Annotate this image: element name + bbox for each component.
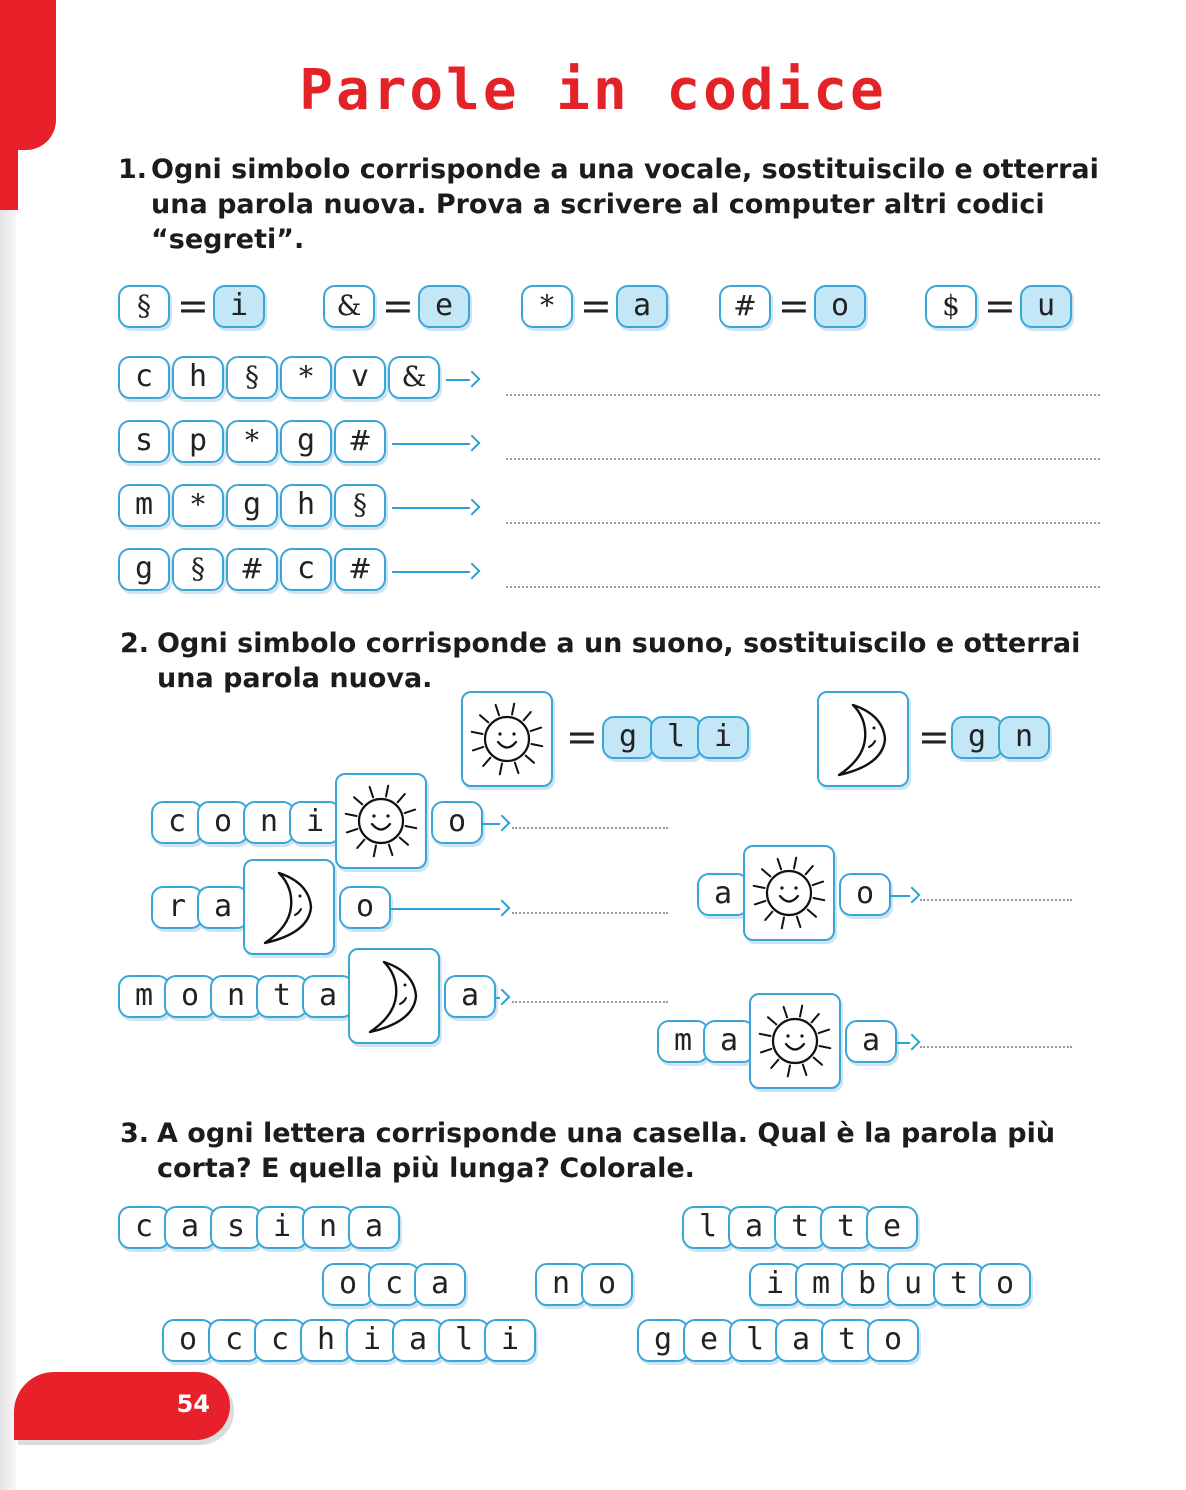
code-letter-box: p [172, 420, 224, 463]
answer-line[interactable] [512, 912, 668, 914]
code-symbol-box: # [719, 285, 771, 328]
letter-box[interactable]: n [302, 1206, 354, 1249]
code-letter-box: # [226, 548, 278, 591]
sun-icon [335, 773, 427, 869]
answer-line[interactable] [506, 586, 1100, 588]
letter-box: t [256, 975, 308, 1018]
letter-box[interactable]: i [256, 1206, 308, 1249]
answer-line[interactable] [506, 522, 1100, 524]
code-letter-box: e [418, 285, 470, 328]
letter-box[interactable]: a [348, 1206, 400, 1249]
code-letter-box: & [388, 356, 440, 399]
letter-box[interactable]: e [683, 1319, 735, 1362]
code-letter-box: § [334, 484, 386, 527]
code-letter-box: o [814, 285, 866, 328]
letter-box[interactable]: c [118, 1206, 170, 1249]
sun-icon-graphic [467, 699, 547, 779]
sun-icon [461, 691, 553, 787]
arrow-icon [897, 1035, 918, 1051]
arrow-icon [392, 564, 478, 580]
code-letter-box: # [334, 420, 386, 463]
letter-box[interactable]: a [728, 1206, 780, 1249]
letter-box: i [289, 801, 341, 844]
letter-box: o [339, 886, 391, 929]
moon-icon-graphic [823, 699, 903, 779]
answer-line[interactable] [512, 1001, 668, 1003]
letter-box: a [197, 886, 249, 929]
exercise-3-instruction [120, 1116, 1110, 1186]
letter-box: m [657, 1020, 709, 1063]
letter-box: a [845, 1020, 897, 1063]
code-letter-box: h [172, 356, 224, 399]
arrow-icon [446, 372, 478, 388]
code-letter-box: h [280, 484, 332, 527]
letter-box[interactable]: u [887, 1263, 939, 1306]
code-letter-box: c [280, 548, 332, 591]
arrow-icon [391, 901, 508, 917]
sun-icon-graphic [755, 1001, 835, 1081]
letter-box[interactable]: t [820, 1206, 872, 1249]
sun-icon-graphic [341, 781, 421, 861]
sound-letter-box: g [602, 716, 654, 759]
letter-box[interactable]: s [210, 1206, 262, 1249]
letter-box[interactable]: o [867, 1319, 919, 1362]
answer-line[interactable] [920, 899, 1072, 901]
letter-box[interactable]: o [979, 1263, 1031, 1306]
equals-sign: = [918, 715, 950, 759]
answer-line[interactable] [506, 394, 1100, 396]
letter-box: o [431, 801, 483, 844]
arrow-icon [392, 436, 478, 452]
equals-sign: = [580, 284, 612, 328]
letter-box[interactable]: t [774, 1206, 826, 1249]
code-symbol-box: & [323, 285, 375, 328]
letter-box[interactable]: l [682, 1206, 734, 1249]
letter-box[interactable]: l [729, 1319, 781, 1362]
code-letter-box: * [280, 356, 332, 399]
code-letter-box: # [334, 548, 386, 591]
code-symbol-box: $ [925, 285, 977, 328]
letter-box[interactable]: t [821, 1319, 873, 1362]
letter-box: n [210, 975, 262, 1018]
answer-line[interactable] [920, 1046, 1072, 1048]
equals-sign: = [984, 284, 1016, 328]
code-letter-box: g [280, 420, 332, 463]
letter-box: a [703, 1020, 755, 1063]
sun-icon-graphic [749, 853, 829, 933]
equals-sign: = [382, 284, 414, 328]
page-edge-strip [0, 140, 18, 210]
moon-icon [243, 859, 335, 955]
arrow-icon [891, 888, 918, 904]
letter-box[interactable]: c [254, 1319, 306, 1362]
code-symbol-box: § [118, 285, 170, 328]
letter-box[interactable]: l [438, 1319, 490, 1362]
letter-box: r [151, 886, 203, 929]
code-letter-box: i [213, 285, 265, 328]
arrow-icon [496, 990, 508, 1006]
letter-box[interactable]: a [392, 1319, 444, 1362]
letter-box[interactable]: c [368, 1263, 420, 1306]
letter-box[interactable]: i [346, 1319, 398, 1362]
answer-line[interactable] [506, 458, 1100, 460]
code-letter-box: * [226, 420, 278, 463]
letter-box: n [243, 801, 295, 844]
equals-sign: = [566, 715, 598, 759]
moon-icon-graphic [249, 867, 329, 947]
code-letter-box: v [334, 356, 386, 399]
letter-box: o [197, 801, 249, 844]
letter-box[interactable]: o [162, 1319, 214, 1362]
page-number-badge [14, 1372, 230, 1440]
sound-letter-box: l [650, 716, 702, 759]
exercise-number: 3. [120, 1118, 150, 1149]
instruction-text: A ogni lettera corrisponde una casella. Qual è la parola più corta? E quella più lunga? Colorale. [157, 1118, 1056, 1184]
letter-box[interactable]: e [866, 1206, 918, 1249]
instruction-text: Ogni simbolo corrisponde a un suono, sostituiscilo e otterrai una parola nuova. [157, 628, 1081, 694]
page-title: Parole in codice [299, 58, 887, 123]
exercise-2-instruction [120, 626, 1110, 696]
sun-icon [749, 993, 841, 1089]
letter-box[interactable]: b [841, 1263, 893, 1306]
exercise-number: 1. [118, 154, 148, 185]
letter-box: o [164, 975, 216, 1018]
code-symbol-box: * [521, 285, 573, 328]
code-letter-box: a [616, 285, 668, 328]
letter-box[interactable]: i [484, 1319, 536, 1362]
code-letter-box: c [118, 356, 170, 399]
instruction-text: Ogni simbolo corrisponde a una vocale, sostituiscilo e otterrai una parola nuova. Prova a scrivere al computer altri codici “segreti”. [151, 154, 1099, 255]
code-letter-box: m [118, 484, 170, 527]
code-letter-box: § [226, 356, 278, 399]
equals-sign: = [778, 284, 810, 328]
letter-box[interactable]: t [933, 1263, 985, 1306]
letter-box[interactable]: o [581, 1263, 633, 1306]
sound-letter-box: i [697, 716, 749, 759]
code-letter-box: g [226, 484, 278, 527]
letter-box[interactable]: a [775, 1319, 827, 1362]
letter-box[interactable]: c [208, 1319, 260, 1362]
sun-icon [743, 845, 835, 941]
letter-box[interactable]: m [795, 1263, 847, 1306]
letter-box[interactable]: a [164, 1206, 216, 1249]
letter-box: c [151, 801, 203, 844]
sound-letter-box: g [951, 716, 1003, 759]
code-letter-box: * [172, 484, 224, 527]
exercise-1-instruction [118, 152, 1108, 257]
arrow-icon [392, 500, 478, 516]
letter-box[interactable]: h [300, 1319, 352, 1362]
letter-box: o [839, 873, 891, 916]
letter-box: a [302, 975, 354, 1018]
letter-box: m [118, 975, 170, 1018]
exercise-number: 2. [120, 628, 150, 659]
letter-box[interactable]: g [637, 1319, 689, 1362]
page-number: 54 [176, 1390, 210, 1418]
letter-box: a [444, 975, 496, 1018]
letter-box[interactable]: o [322, 1263, 374, 1306]
page-binding-shadow [0, 210, 16, 1490]
moon-icon [348, 948, 440, 1044]
equals-sign: = [177, 284, 209, 328]
code-letter-box: s [118, 420, 170, 463]
answer-line[interactable] [512, 827, 668, 829]
letter-box: a [697, 873, 749, 916]
letter-box[interactable]: n [535, 1263, 587, 1306]
arrow-icon [483, 816, 508, 832]
code-letter-box: u [1020, 285, 1072, 328]
code-letter-box: g [118, 548, 170, 591]
code-letter-box: § [172, 548, 224, 591]
letter-box[interactable]: i [749, 1263, 801, 1306]
sound-letter-box: n [998, 716, 1050, 759]
moon-icon [817, 691, 909, 787]
letter-box[interactable]: a [414, 1263, 466, 1306]
moon-icon-graphic [354, 956, 434, 1036]
